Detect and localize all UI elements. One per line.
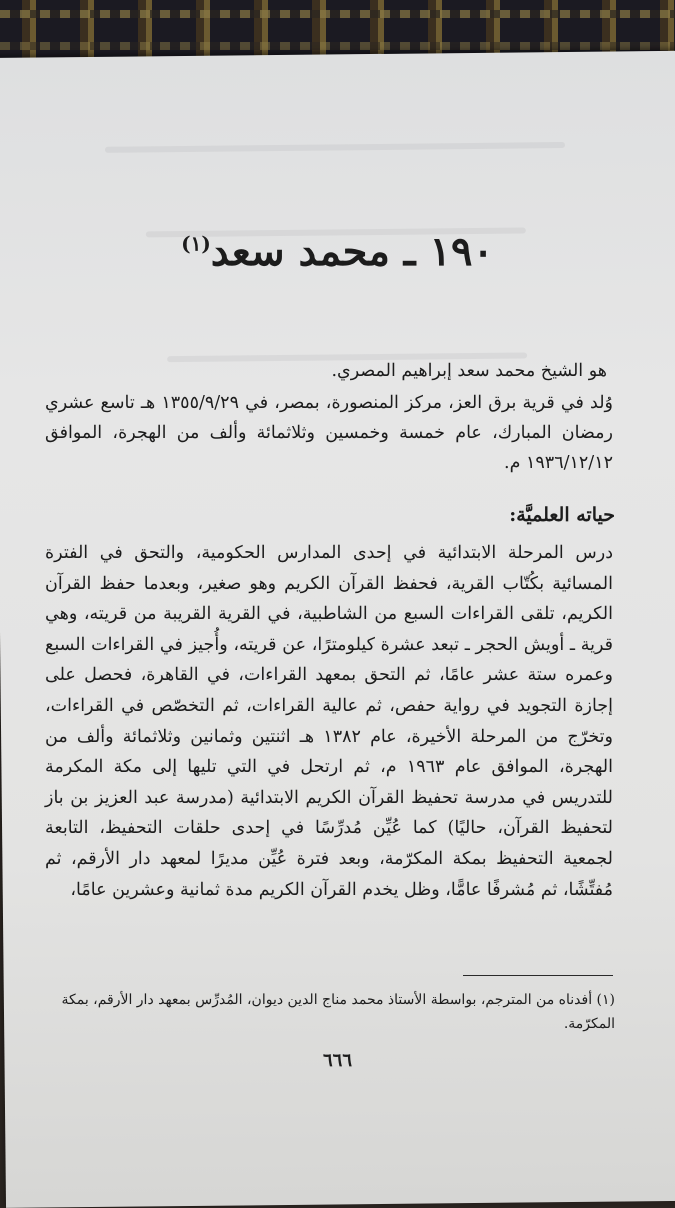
title-text: ١٩٠ ـ محمد سعد [210,228,494,275]
page-title [0,228,675,275]
footnote: (١) أفدناه من المترجم، بواسطة الأستاذ محمد مناج الدين ديوان، المُدرِّس بمعهد دار الأرقم، بمكة المكرّمة. [61,992,615,1032]
section-body: درس المرحلة الابتدائية في إحدى المدارس الحكومية، والتحق في الفترة المسائية بكُتّاب القرية، فحفظ القرآن الكريم وهو صغير، وبعدما حفظ القرآن الكريم، تلقى القراءات السبع من الشاطبية، في القرية القريبة من قريته، وهي قرية ـ أويش الحجر ـ تبعد عشرة كيلومترًا، عن قريته، وأُجيز في القراءات السبع وعمره ستة عشر عامًا، ثم التحق بمعهد القراءات، في القاهرة، فحصل على إجازة التجويد في رواية حفص، ثم عالية القراءات، ثم التخصّص في القراءات، وتخرّج من المرحلة الأخيرة، عام ١٣٨٢ هـ اثنتين وثمانين وثلاثمائة وألف من الهجرة، الموافق عام ١٩٦٣ م، ثم ارتحل في التي تليها إلى مكة المكرمة للتدريس في مدرسة تحفيظ القرآن الكريم الابتدائية (مدرسة عبد العزيز بن باز لتحفيظ القرآن، حاليًا) كما عُيِّن مُدرِّسًا في إحدى حلقات التحفيظ، التابعة لجمعية التحفيظ بمكة المكرّمة، وبعد فترة عُيِّن مديرًا لمعهد دار الأرقم، ثم مُفتِّشًا، ثم مُشرفًا عامًّا، وظل يخدم القرآن الكريم مدة ثمانية وعشرين عامًا، [45,543,613,900]
page-number: ٦٦٦ [322,1050,352,1071]
intro-paragraph: هو الشيخ محمد سعد إبراهيم المصري. [331,361,607,381]
footnote-divider [463,975,613,976]
birth-paragraph: وُلد في قرية برق العز، مركز المنصورة، بمصر، في ١٣٥٥/٩/٢٩ هـ تاسع عشري رمضان المبارك، عام خمسة وخمسين وثلاثمائة وألف من الهجرة، الموافق ١٩٣٦/١٢/١٢ م. [45,393,613,473]
title-footnote-ref: (١) [181,231,211,256]
section-heading: حياته العلميَّة: [509,504,615,526]
